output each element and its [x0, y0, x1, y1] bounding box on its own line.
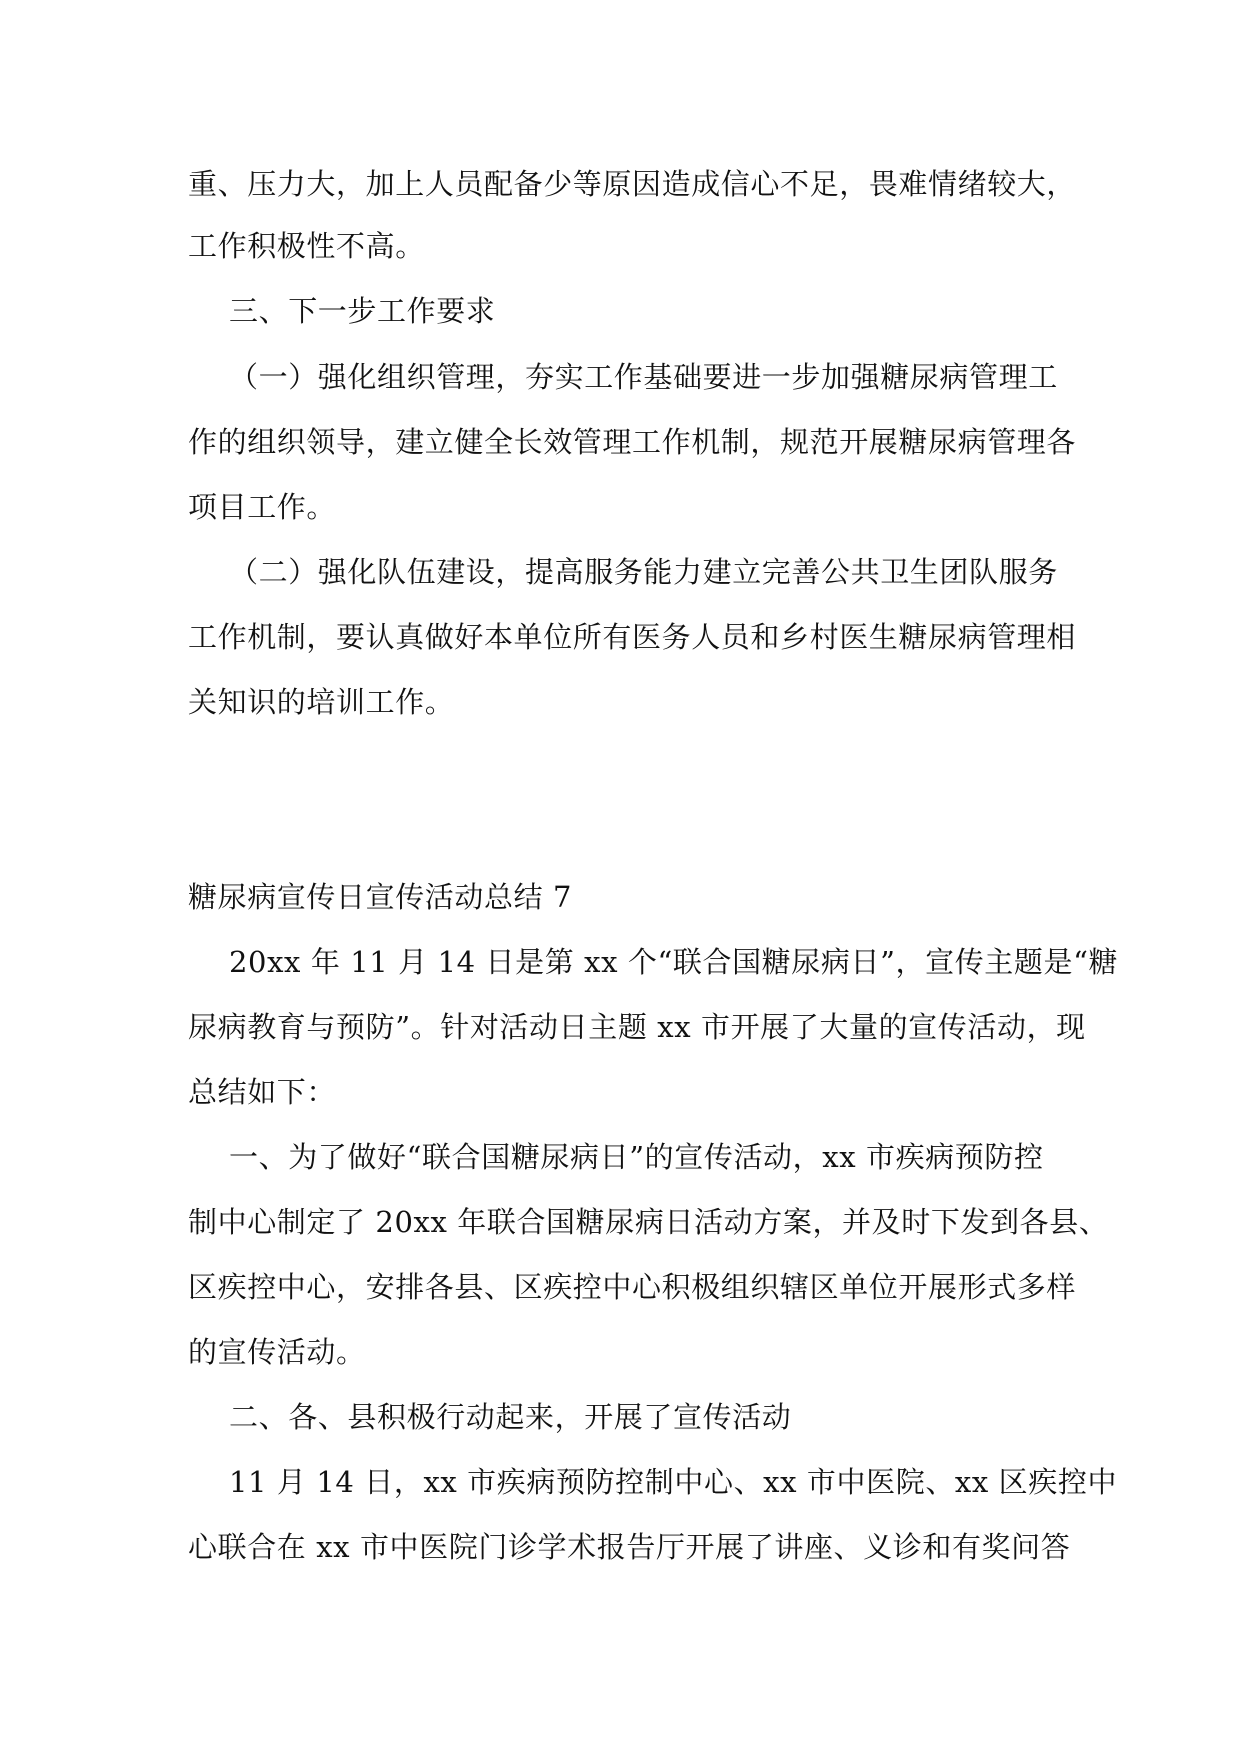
paragraph-line: 11 月 14 日，xx 市疾病预防控制中心、xx 市中医院、xx 区疾控中 [229, 1465, 1118, 1499]
paragraph-line: 作的组织领导，建立健全长效管理工作机制，规范开展糖尿病管理各 [188, 425, 1077, 459]
paragraph-line: 尿病教育与预防”。针对活动日主题 xx 市开展了大量的宣传活动，现 [188, 1010, 1086, 1044]
paragraph-line: 关知识的培训工作。 [188, 685, 455, 719]
section-heading: 三、下一步工作要求 [229, 294, 496, 328]
paragraph-line: 一、为了做好“联合国糖尿病日”的宣传活动，xx 市疾病预防控 [229, 1140, 1044, 1174]
paragraph-line: 工作积极性不高。 [188, 229, 425, 263]
paragraph-line: 心联合在 xx 市中医院门诊学术报告厅开展了讲座、义诊和有奖问答 [188, 1530, 1071, 1564]
section-heading: 二、各、县积极行动起来，开展了宣传活动 [229, 1400, 792, 1434]
document-title: 糖尿病宣传日宣传活动总结 7 [188, 880, 573, 914]
paragraph-line: 重、压力大，加上人员配备少等原因造成信心不足，畏难情绪较大， [188, 167, 1077, 201]
paragraph-line: 项目工作。 [188, 490, 337, 524]
paragraph-line: （二）强化队伍建设，提高服务能力建立完善公共卫生团队服务 [229, 555, 1058, 589]
paragraph-line: 工作机制，要认真做好本单位所有医务人员和乡村医生糖尿病管理相 [188, 620, 1077, 654]
paragraph-line: 的宣传活动。 [188, 1335, 366, 1369]
paragraph-line: 制中心制定了 20xx 年联合国糖尿病日活动方案，并及时下发到各县、 [188, 1205, 1109, 1239]
paragraph-line: 20xx 年 11 月 14 日是第 xx 个“联合国糖尿病日”，宣传主题是“糖 [229, 945, 1119, 979]
paragraph-line: （一）强化组织管理，夯实工作基础要进一步加强糖尿病管理工 [229, 360, 1058, 394]
paragraph-line: 总结如下： [188, 1075, 337, 1109]
paragraph-line: 区疾控中心，安排各县、区疾控中心积极组织辖区单位开展形式多样 [188, 1270, 1077, 1304]
